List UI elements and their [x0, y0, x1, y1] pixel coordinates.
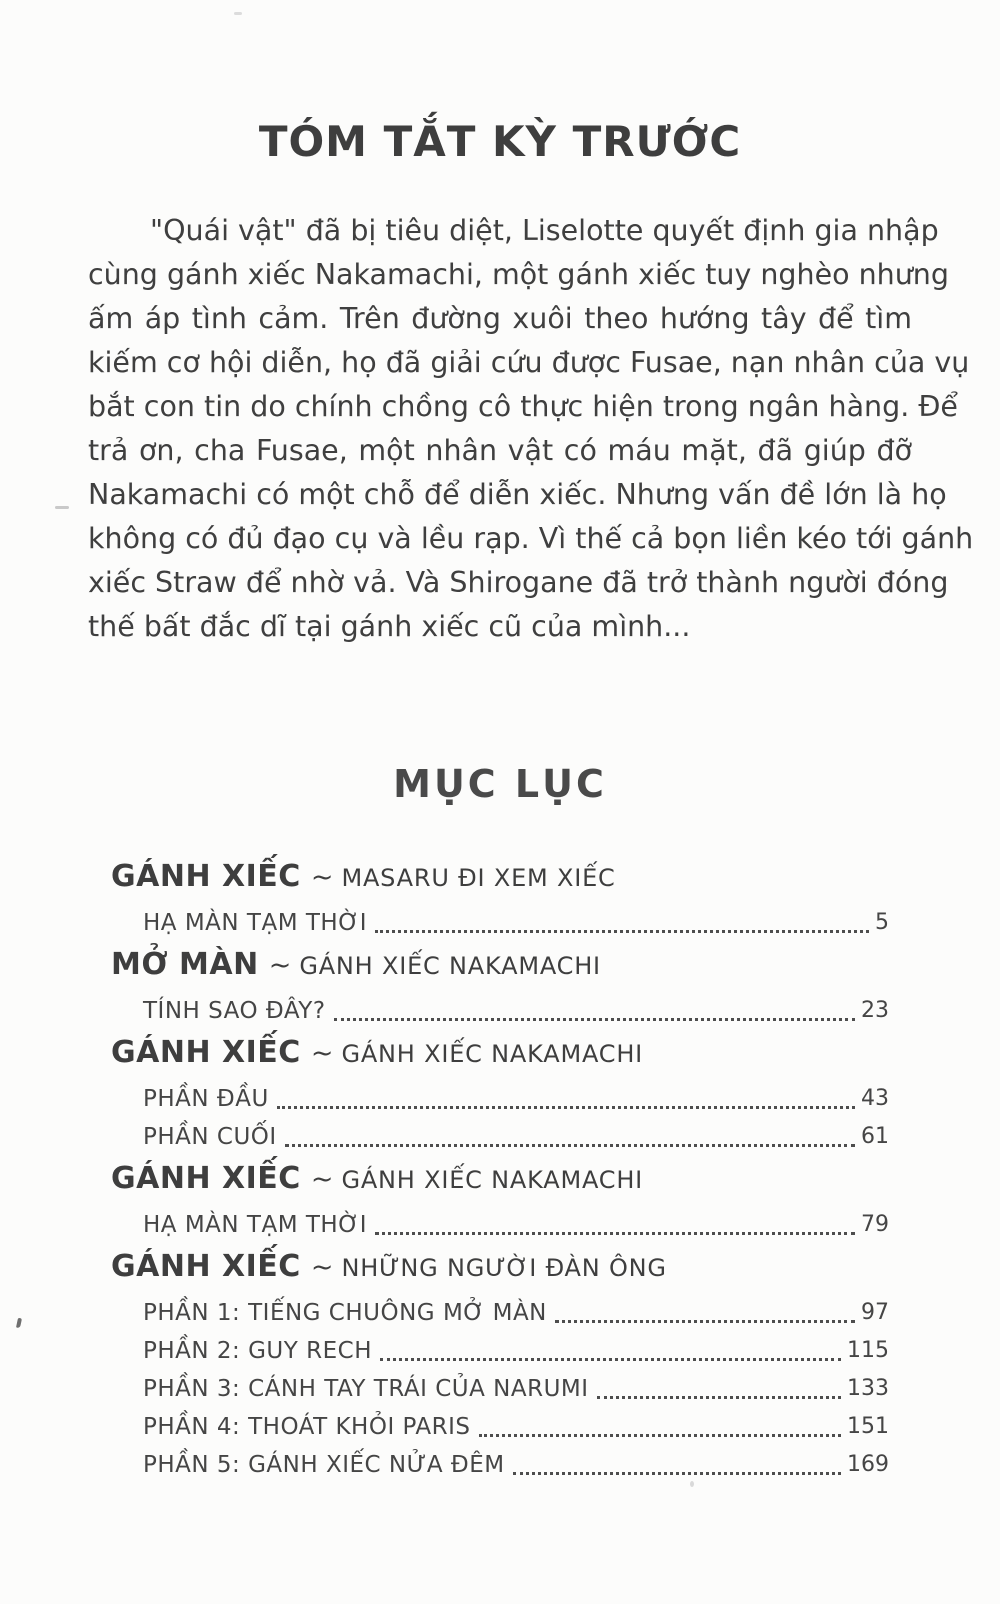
dot-leader [380, 1358, 841, 1361]
summary-line: xiếc Straw để nhờ vả. Và Shirogane đã trở thành người đóng [88, 566, 949, 599]
toc-item-label: HẠ MÀN TẠM THỜI [143, 1212, 368, 1238]
table-of-contents [111, 854, 889, 1484]
toc-item-label: PHẦN 2: GUY RECH [143, 1338, 372, 1364]
summary-line: ấm áp tình cảm. Trên đường xuôi theo hướng tây để tìm [88, 302, 912, 335]
toc-section-heading [111, 942, 889, 992]
toc-item-page-number: 151 [847, 1414, 889, 1439]
toc-item [111, 1080, 889, 1118]
toc-title: MỤC LỤC [393, 762, 607, 806]
summary-line: thế bất đắc dĩ tại gánh xiếc cũ của mình... [88, 610, 691, 643]
dot-leader [513, 1472, 841, 1475]
toc-item-page-number: 169 [847, 1452, 889, 1477]
tilde-separator: ~ [310, 1252, 334, 1283]
summary-line: "Quái vật" đã bị tiêu diệt, Liselotte quyết định gia nhập [150, 214, 939, 247]
toc-section-heading [111, 1030, 889, 1080]
summary-line: bắt con tin do chính chồng cô thực hiện trong ngân hàng. Để [88, 390, 958, 423]
dot-leader [334, 1018, 855, 1021]
dot-leader [277, 1106, 855, 1109]
toc-item-page-number: 61 [861, 1124, 889, 1149]
toc-item-page-number: 23 [861, 998, 889, 1023]
toc-section-title-sub: GÁNH XIẾC NAKAMACHI [299, 952, 601, 980]
toc-section-title-main: GÁNH XIẾC [111, 1249, 301, 1284]
toc-section-title-main: GÁNH XIẾC [111, 1035, 301, 1070]
dot-leader [375, 930, 869, 933]
toc-item-page-number: 43 [861, 1086, 889, 1111]
toc-section [111, 1156, 889, 1244]
toc-item-label: PHẦN CUỐI [143, 1124, 277, 1150]
toc-section-title-sub: GÁNH XIẾC NAKAMACHI [341, 1166, 644, 1194]
scan-artifact [234, 12, 242, 15]
toc-item-label: PHẦN 3: CÁNH TAY TRÁI CỦA NARUMI [143, 1376, 589, 1402]
tilde-separator: ~ [268, 950, 292, 981]
toc-section-heading [111, 1156, 889, 1206]
toc-item-label: TÍNH SAO ĐÂY? [143, 998, 326, 1024]
toc-section [111, 942, 889, 1030]
toc-section-heading [111, 854, 889, 904]
toc-item-label: HẠ MÀN TẠM THỜI [143, 910, 368, 936]
toc-item-page-number: 5 [875, 910, 889, 935]
summary-line: cùng gánh xiếc Nakamachi, một gánh xiếc tuy nghèo nhưng [88, 258, 949, 291]
scan-artifact [16, 1318, 22, 1329]
dot-leader [375, 1232, 855, 1235]
toc-item [111, 1206, 889, 1244]
tilde-separator: ~ [310, 862, 334, 893]
summary-line: Nakamachi có một chỗ để diễn xiếc. Nhưng vấn đề lớn là họ [88, 478, 947, 511]
scan-artifact [55, 506, 69, 509]
dot-leader [597, 1396, 841, 1399]
toc-item-label: PHẦN 4: THOÁT KHỎI PARIS [143, 1414, 471, 1440]
toc-item [111, 1118, 889, 1156]
toc-section-title-main: MỞ MÀN [111, 947, 259, 982]
dot-leader [479, 1434, 841, 1437]
scan-artifact [690, 1481, 694, 1487]
toc-item [111, 992, 889, 1030]
toc-item-label: PHẦN 5: GÁNH XIẾC NỬA ĐÊM [143, 1452, 505, 1478]
toc-item [111, 1446, 889, 1484]
toc-item-page-number: 133 [847, 1376, 889, 1401]
toc-item-label: PHẦN 1: TIẾNG CHUÔNG MỞ MÀN [143, 1300, 547, 1326]
dot-leader [285, 1144, 855, 1147]
summary-paragraph [88, 209, 974, 649]
toc-section-title-sub: GÁNH XIẾC NAKAMACHI [341, 1040, 644, 1068]
toc-item-page-number: 97 [861, 1300, 889, 1325]
tilde-separator: ~ [310, 1164, 334, 1195]
toc-item [111, 1370, 889, 1408]
toc-item [111, 904, 889, 942]
toc-item-label: PHẦN ĐẦU [143, 1086, 269, 1112]
toc-item-page-number: 115 [847, 1338, 889, 1363]
toc-section-title-main: GÁNH XIẾC [111, 859, 301, 894]
toc-item-page-number: 79 [861, 1212, 889, 1237]
toc-section [111, 854, 889, 942]
toc-section-title-main: GÁNH XIẾC [111, 1161, 301, 1196]
summary-title: TÓM TẮT KỲ TRƯỚC [258, 117, 742, 166]
toc-section [111, 1244, 889, 1484]
dot-leader [555, 1320, 855, 1323]
toc-section-title-sub: NHỮNG NGƯỜI ĐÀN ÔNG [341, 1254, 667, 1282]
tilde-separator: ~ [310, 1038, 334, 1069]
toc-item [111, 1408, 889, 1446]
summary-line: không có đủ đạo cụ và lều rạp. Vì thế cả bọn liền kéo tới gánh [88, 522, 974, 555]
toc-section-title-sub: MASARU ĐI XEM XIẾC [341, 864, 616, 892]
toc-item [111, 1294, 889, 1332]
summary-line: kiếm cơ hội diễn, họ đã giải cứu được Fusae, nạn nhân của vụ [88, 346, 970, 379]
toc-section [111, 1030, 889, 1156]
toc-item [111, 1332, 889, 1370]
toc-section-heading [111, 1244, 889, 1294]
summary-line: trả ơn, cha Fusae, một nhân vật có máu mặt, đã giúp đỡ [88, 434, 912, 467]
